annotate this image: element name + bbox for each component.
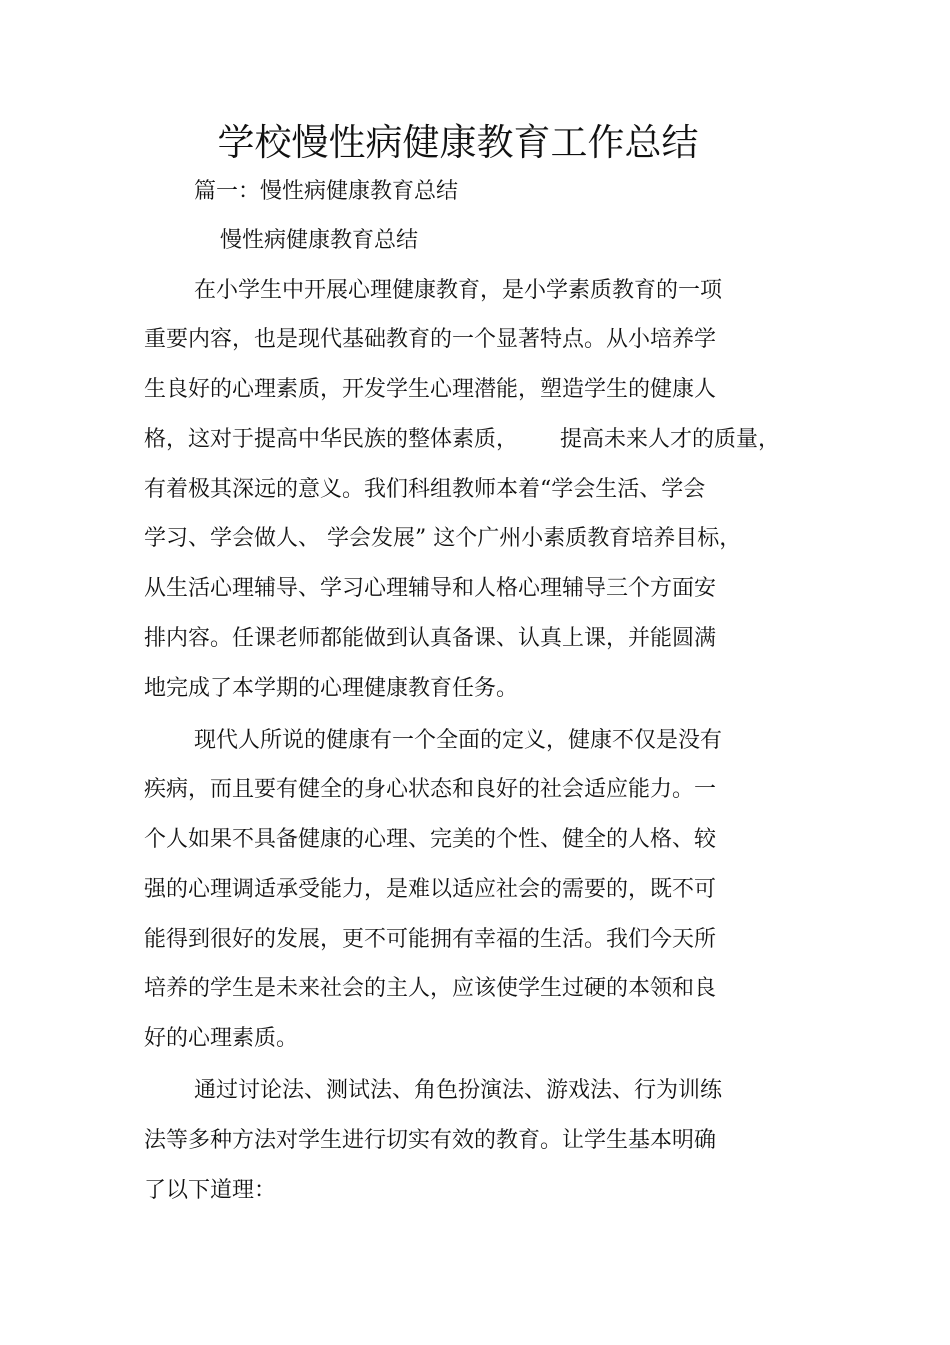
paragraph-line: 疾病，而且要有健全的身心状态和良好的社会适应能力。一 [144, 777, 717, 802]
paragraph-line: 有着极其深远的意义。我们科组教师本着“学会生活、学会 [144, 477, 706, 502]
paragraph-line: 好的心理素质。 [144, 1026, 299, 1051]
paragraph-line: 通过讨论法、测试法、角色扮演法、游戏法、行为训练 [194, 1078, 723, 1103]
paragraph-line: 学习、学会做人、 学会发展” 这个广州小素质教育培养目标， [144, 526, 742, 551]
paragraph-line: 在小学生中开展心理健康教育，是小学素质教育的一项 [194, 278, 723, 303]
paragraph-line: 现代人所说的健康有一个全面的定义，健康不仅是没有 [194, 728, 723, 753]
paragraph-line: 重要内容，也是现代基础教育的一个显著特点。从小培养学 [144, 327, 717, 352]
section-heading: 慢性病健康教育总结 [220, 228, 419, 253]
paragraph-line: 法等多种方法对学生进行切实有效的教育。让学生基本明确 [144, 1128, 717, 1153]
paragraph-line: 培养的学生是未来社会的主人，应该使学生过硬的本领和良 [144, 976, 717, 1001]
paragraph-line: 从生活心理辅导、学习心理辅导和人格心理辅导三个方面安 [144, 576, 717, 601]
document-title: 学校慢性病健康教育工作总结 [217, 121, 699, 164]
paragraph-line: 生良好的心理素质，开发学生心理潜能，塑造学生的健康人 [144, 377, 717, 402]
paragraph-line: 地完成了本学期的心理健康教育任务。 [144, 676, 519, 701]
paragraph-line: 排内容。任课老师都能做到认真备课、认真上课，并能圆满 [144, 626, 717, 651]
paragraph-line: 能得到很好的发展，更不可能拥有幸福的生活。我们今天所 [144, 927, 717, 952]
chapter-heading: 篇一：慢性病健康教育总结 [194, 179, 459, 204]
paragraph-line: 个人如果不具备健康的心理、完美的个性、健全的人格、较 [144, 827, 717, 852]
paragraph-line: 了以下道理： [144, 1178, 277, 1203]
paragraph-line: 格，这对于提高中华民族的整体素质， 提高未来人才的质量， [144, 427, 780, 452]
paragraph-line: 强的心理调适承受能力，是难以适应社会的需要的，既不可 [144, 877, 717, 902]
